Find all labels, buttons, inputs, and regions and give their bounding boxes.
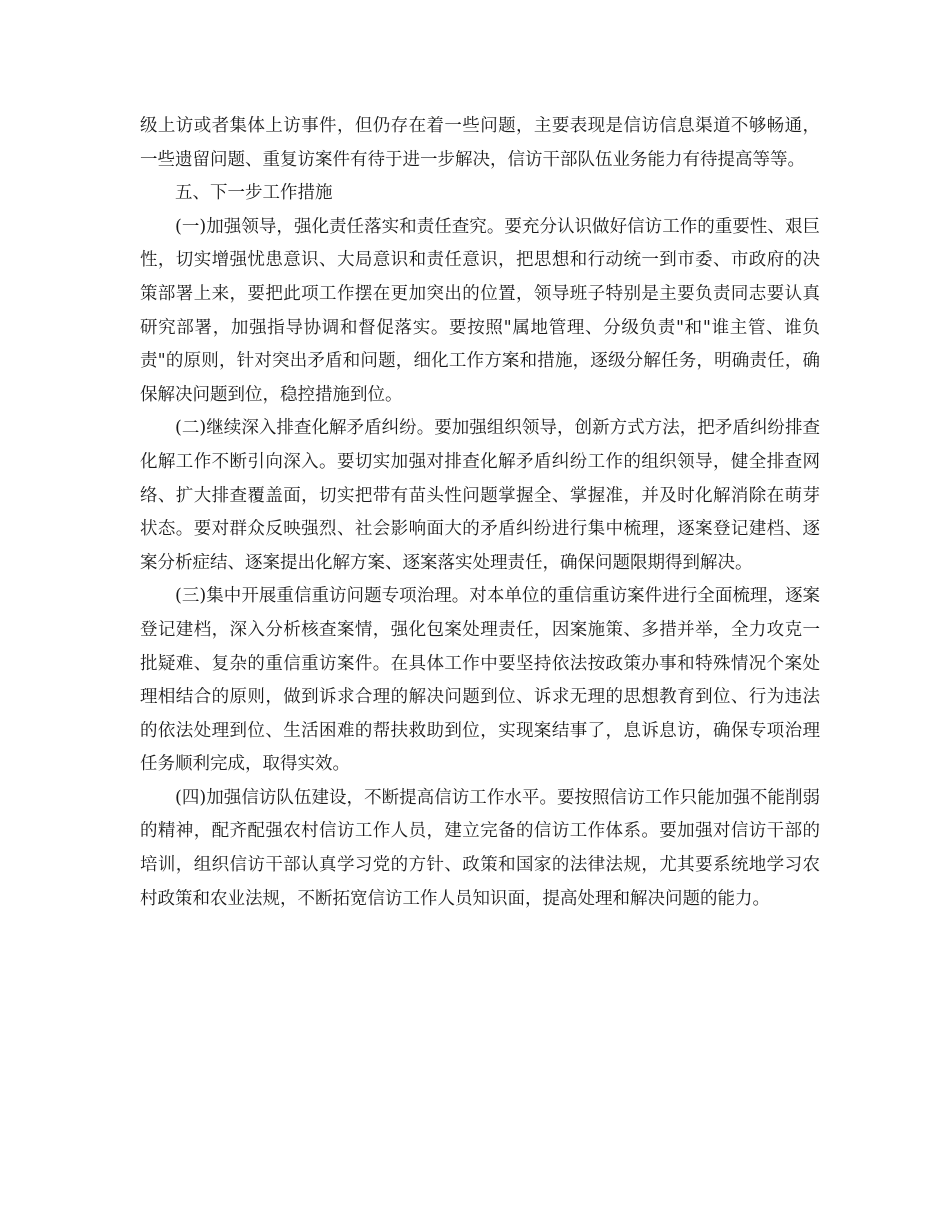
paragraph-measure-2: (二)继续深入排查化解矛盾纠纷。要加强组织领导，创新方式方法，把矛盾纠纷排查化解工作不断引向深入。要切实加强对排查化解矛盾纠纷工作的组织领导，健全排查网络、扩大排查覆盖面，切实把带有苗头性问题掌握全、掌握准，并及时化解消除在萌芽状态。要对群众反映强烈、社会影响面大的矛盾纠纷进行集中梳理，逐案登记建档、逐案分析症结、逐案提出化解方案、逐案落实处理责任，确保问题限期得到解决。 (140, 418, 820, 573)
paragraph-continuation: 级上访或者集体上访事件，但仍存在着一些问题，主要表现是信访信息渠道不够畅通，一些遗留问题、重复访案件有待于进一步解决，信访干部队伍业务能力有待提高等等。 (140, 116, 820, 170)
document-page (140, 110, 820, 916)
paragraph-measure-1: (一)加强领导，强化责任落实和责任查究。要充分认识做好信访工作的重要性、艰巨性，切实增强忧患意识、大局意识和责任意识，把思想和行动统一到市委、市政府的决策部署上来，要把此项工作摆在更加突出的位置，领导班子特别是主要负责同志要认真研究部署，加强指导协调和督促落实。要按照"属地管理、分级负责"和"谁主管、谁负责"的原则，针对突出矛盾和问题，细化工作方案和措施，逐级分解任务，明确责任，确保解决问题到位，稳控措施到位。 (140, 216, 820, 405)
section-heading: 五、下一步工作措施 (175, 183, 333, 204)
paragraph-measure-3: (三)集中开展重信重访问题专项治理。对本单位的重信重访案件进行全面梳理，逐案登记建档，深入分析核查案情，强化包案处理责任，因案施策、多措并举，全力攻克一批疑难、复杂的重信重访案件。在具体工作中要坚持依法按政策办事和特殊情况个案处理相结合的原则，做到诉求合理的解决问题到位、诉求无理的思想教育到位、行为违法的依法处理到位、生活困难的帮扶救助到位，实现案结事了，息诉息访，确保专项治理任务顺利完成，取得实效。 (140, 586, 820, 775)
paragraph-measure-4: (四)加强信访队伍建设，不断提高信访工作水平。要按照信访工作只能加强不能削弱的精神，配齐配强农村信访工作人员，建立完备的信访工作体系。要加强对信访干部的培训，组织信访干部认真学习党的方针、政策和国家的法律法规，尤其要系统地学习农村政策和农业法规，不断拓宽信访工作人员知识面，提高处理和解决问题的能力。 (140, 787, 820, 909)
